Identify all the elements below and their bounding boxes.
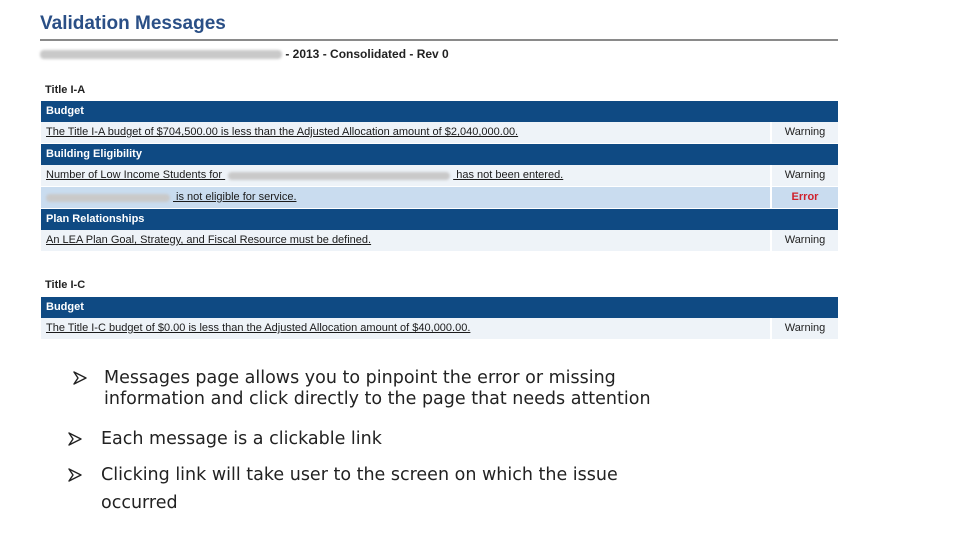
message-row[interactable] [41, 230, 838, 252]
message-link[interactable] [41, 187, 770, 208]
message-text: The Title I-A budget of $704,500.00 is less than the Adjusted Allocation amount of $2,040,000.00. [46, 126, 519, 138]
section-title-title-i-c: Title I-C [45, 279, 86, 291]
section-title-title-i-a: Title I-A [45, 84, 86, 96]
redacted-school-name [228, 172, 450, 180]
plan-subheader [40, 46, 600, 62]
message-text-prefix: Number of Low Income Students for [46, 169, 226, 181]
message-text-suffix: has not been entered. [453, 169, 564, 181]
message-link[interactable] [41, 230, 770, 251]
message-link[interactable] [41, 165, 770, 186]
category-header-budget: Budget [41, 297, 838, 318]
bullet-item [68, 465, 618, 517]
message-row[interactable] [41, 165, 838, 187]
bullet-item [73, 368, 651, 410]
bullet-line: Messages page allows you to pinpoint the error or missing [104, 368, 616, 388]
plan-subheader-text: - 2013 - Consolidated - Rev 0 [282, 47, 449, 61]
arrow-bullet-icon [68, 468, 82, 482]
title-divider [40, 39, 838, 41]
bullet-line: Each message is a clickable link [101, 429, 382, 449]
page-title: Validation Messages [40, 13, 226, 34]
message-text-suffix: is not eligible for service. [173, 191, 297, 203]
status-warning: Warning [770, 122, 838, 143]
messages-table-title-i-a [41, 101, 838, 252]
arrow-bullet-icon [68, 432, 82, 446]
redacted-school-name [46, 194, 170, 202]
message-row-selected[interactable] [41, 187, 838, 209]
status-warning: Warning [770, 318, 838, 339]
message-text: The Title I-C budget of $0.00 is less than the Adjusted Allocation amount of $40,000.00. [46, 322, 471, 334]
status-warning: Warning [770, 165, 838, 186]
messages-table-title-i-c [41, 297, 838, 340]
message-link[interactable] [41, 122, 770, 143]
category-header-plan-relationships: Plan Relationships [41, 209, 838, 230]
category-header-building-eligibility: Building Eligibility [41, 144, 838, 165]
bullet-line: occurred [101, 493, 178, 513]
message-row[interactable] [41, 122, 838, 144]
bullet-item [68, 429, 382, 450]
status-error: Error [770, 187, 838, 208]
message-link[interactable] [41, 318, 770, 339]
bullet-line: information and click directly to the page that needs attention [104, 389, 651, 409]
bullet-line: Clicking link will take user to the screen on which the issue [101, 465, 618, 485]
arrow-bullet-icon [73, 371, 87, 385]
category-header-budget: Budget [41, 101, 838, 122]
redacted-district-name [40, 50, 282, 59]
status-warning: Warning [770, 230, 838, 251]
message-row[interactable] [41, 318, 838, 340]
message-text: An LEA Plan Goal, Strategy, and Fiscal Resource must be defined. [46, 234, 372, 246]
